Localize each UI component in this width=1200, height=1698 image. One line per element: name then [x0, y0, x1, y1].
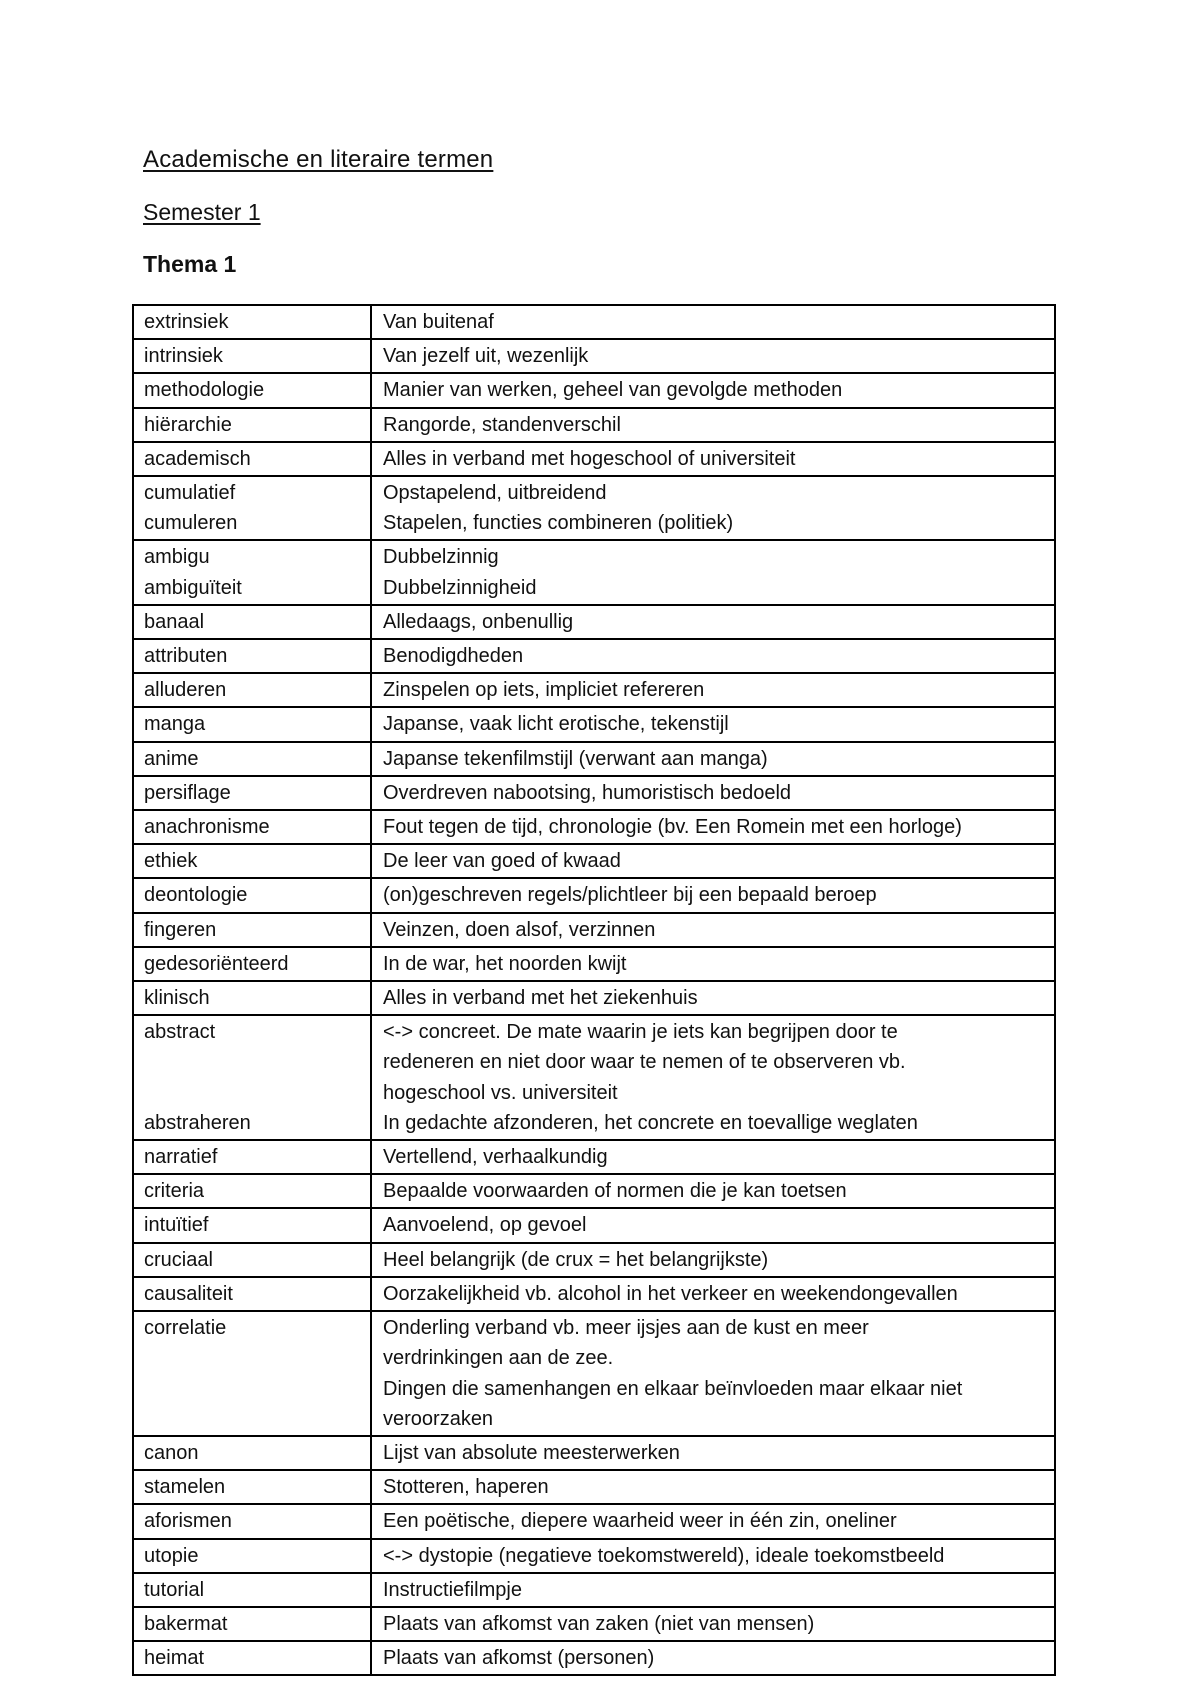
definition-cell: Plaats van afkomst (personen) [371, 1641, 1055, 1675]
table-row [133, 476, 1055, 540]
term-cell: stamelen [133, 1470, 371, 1504]
definition-cell: Plaats van afkomst van zaken (niet van mensen) [371, 1607, 1055, 1641]
definition-cell: Japanse, vaak licht erotische, tekenstijl [371, 707, 1055, 741]
table-row [133, 639, 1055, 673]
definition-cell: Lijst van absolute meesterwerken [371, 1436, 1055, 1470]
terms-table [132, 304, 1056, 1676]
term-cell: manga [133, 707, 371, 741]
table-row [133, 339, 1055, 373]
definition-cell: Van jezelf uit, wezenlijk [371, 339, 1055, 373]
definition-cell: Stotteren, haperen [371, 1470, 1055, 1504]
definition-cell: Dubbelzinnig Dubbelzinnigheid [371, 540, 1055, 604]
term-cell: abstract abstraheren [133, 1015, 371, 1140]
table-row [133, 1015, 1055, 1140]
definition-cell: Manier van werken, geheel van gevolgde methoden [371, 373, 1055, 407]
definition-cell: <-> dystopie (negatieve toekomstwereld), ideale toekomstbeeld [371, 1539, 1055, 1573]
term-cell: causaliteit [133, 1277, 371, 1311]
table-row [133, 673, 1055, 707]
table-row [133, 913, 1055, 947]
definition-cell: Oorzakelijkheid vb. alcohol in het verkeer en weekendongevallen [371, 1277, 1055, 1311]
semester-heading: Semester 1 [143, 199, 261, 225]
term-cell: persiflage [133, 776, 371, 810]
term-cell: criteria [133, 1174, 371, 1208]
term-cell: academisch [133, 442, 371, 476]
definition-cell: Heel belangrijk (de crux = het belangrijkste) [371, 1243, 1055, 1277]
table-row [133, 1539, 1055, 1573]
table-row [133, 1436, 1055, 1470]
table-row [133, 947, 1055, 981]
definition-cell: Instructiefilmpje [371, 1573, 1055, 1607]
table-row [133, 742, 1055, 776]
definition-cell: Bepaalde voorwaarden of normen die je kan toetsen [371, 1174, 1055, 1208]
definition-cell: Overdreven nabootsing, humoristisch bedoeld [371, 776, 1055, 810]
thema-heading: Thema 1 [143, 251, 237, 277]
term-cell: narratief [133, 1140, 371, 1174]
definition-cell: Een poëtische, diepere waarheid weer in één zin, oneliner [371, 1504, 1055, 1538]
term-cell: anime [133, 742, 371, 776]
table-row [133, 373, 1055, 407]
definition-cell: Vertellend, verhaalkundig [371, 1140, 1055, 1174]
term-cell: methodologie [133, 373, 371, 407]
table-row [133, 1174, 1055, 1208]
term-cell: banaal [133, 605, 371, 639]
term-cell: anachronisme [133, 810, 371, 844]
definition-cell: Alles in verband met hogeschool of universiteit [371, 442, 1055, 476]
table-row [133, 1573, 1055, 1607]
table-row [133, 1243, 1055, 1277]
term-cell: bakermat [133, 1607, 371, 1641]
table-row [133, 540, 1055, 604]
table-row [133, 1277, 1055, 1311]
table-row [133, 1470, 1055, 1504]
table-row [133, 408, 1055, 442]
table-row [133, 1504, 1055, 1538]
definition-cell: De leer van goed of kwaad [371, 844, 1055, 878]
term-cell: intuïtief [133, 1208, 371, 1242]
definition-cell: Van buitenaf [371, 305, 1055, 339]
definition-cell: Japanse tekenfilmstijl (verwant aan manga) [371, 742, 1055, 776]
term-cell: ambigu ambiguïteit [133, 540, 371, 604]
definition-cell: Rangorde, standenverschil [371, 408, 1055, 442]
definition-cell: Veinzen, doen alsof, verzinnen [371, 913, 1055, 947]
table-row [133, 1641, 1055, 1675]
term-cell: attributen [133, 639, 371, 673]
term-cell: hiërarchie [133, 408, 371, 442]
table-row [133, 810, 1055, 844]
term-cell: correlatie [133, 1311, 371, 1436]
term-cell: deontologie [133, 878, 371, 912]
term-cell: aforismen [133, 1504, 371, 1538]
table-row [133, 776, 1055, 810]
definition-cell: Fout tegen de tijd, chronologie (bv. Een Romein met een horloge) [371, 810, 1055, 844]
definition-cell: Aanvoelend, op gevoel [371, 1208, 1055, 1242]
definition-cell: Alles in verband met het ziekenhuis [371, 981, 1055, 1015]
term-cell: utopie [133, 1539, 371, 1573]
table-row [133, 305, 1055, 339]
definition-cell: In de war, het noorden kwijt [371, 947, 1055, 981]
table-row [133, 981, 1055, 1015]
table-row [133, 442, 1055, 476]
document-title: Academische en literaire termen [143, 146, 494, 173]
table-row [133, 1311, 1055, 1436]
term-cell: extrinsiek [133, 305, 371, 339]
term-cell: alluderen [133, 673, 371, 707]
definition-cell: (on)geschreven regels/plichtleer bij een bepaald beroep [371, 878, 1055, 912]
term-cell: cruciaal [133, 1243, 371, 1277]
definition-cell: Zinspelen op iets, impliciet refereren [371, 673, 1055, 707]
definition-cell: Alledaags, onbenullig [371, 605, 1055, 639]
term-cell: klinisch [133, 981, 371, 1015]
term-cell: canon [133, 1436, 371, 1470]
table-row [133, 605, 1055, 639]
table-row [133, 844, 1055, 878]
table-row [133, 1607, 1055, 1641]
term-cell: fingeren [133, 913, 371, 947]
table-row [133, 707, 1055, 741]
table-row [133, 1140, 1055, 1174]
term-cell: intrinsiek [133, 339, 371, 373]
term-cell: heimat [133, 1641, 371, 1675]
term-cell: gedesoriënteerd [133, 947, 371, 981]
definition-cell: Opstapelend, uitbreidend Stapelen, functies combineren (politiek) [371, 476, 1055, 540]
term-cell: cumulatief cumuleren [133, 476, 371, 540]
term-cell: tutorial [133, 1573, 371, 1607]
definition-cell: <-> concreet. De mate waarin je iets kan begrijpen door te redeneren en niet door waar te nemen of te observeren vb. hogeschool vs. universiteit In gedachte afzonderen, het concrete en toevallige weglaten [371, 1015, 1055, 1140]
definition-cell: Benodigdheden [371, 639, 1055, 673]
term-cell: ethiek [133, 844, 371, 878]
table-row [133, 1208, 1055, 1242]
terms-table-body [133, 305, 1055, 1675]
definition-cell: Onderling verband vb. meer ijsjes aan de kust en meer verdrinkingen aan de zee. Dingen die samenhangen en elkaar beïnvloeden maar elkaar niet veroorzaken [371, 1311, 1055, 1436]
table-row [133, 878, 1055, 912]
